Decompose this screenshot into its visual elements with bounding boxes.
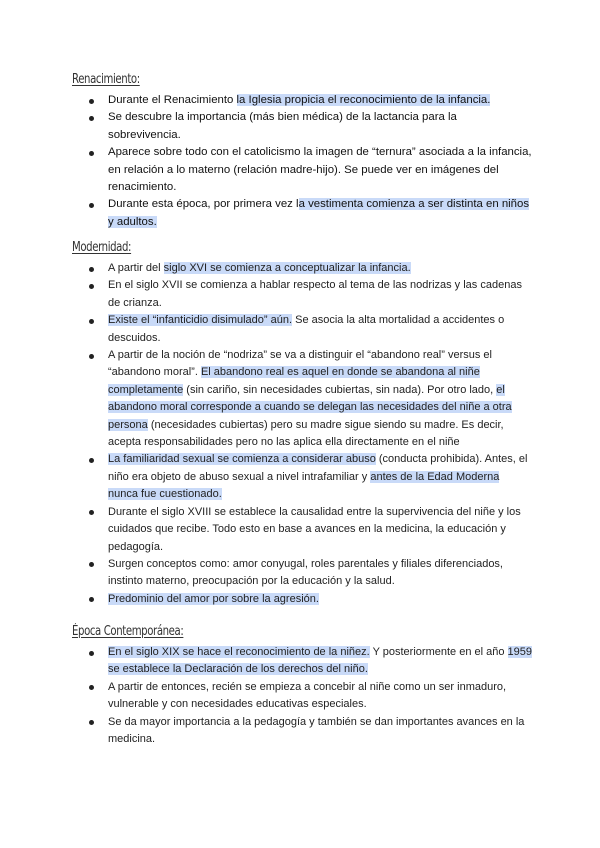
highlighted-text: El abandono real es aquel en donde se abandona al niñe completamente <box>108 366 480 396</box>
item-text: (conducta prohibida). Antes, el niño era objeto de abuso sexual a nivel intrafamiliar y <box>108 453 528 483</box>
bullet-icon <box>89 597 94 602</box>
list-item <box>72 109 532 144</box>
list-item <box>72 679 532 714</box>
highlighted-text: 1959 se establece la Declaración de los derechos del niño. <box>108 646 532 676</box>
bullet-icon <box>89 99 94 104</box>
list-item <box>72 347 532 451</box>
bullet-icon <box>89 685 94 690</box>
list-item <box>72 591 532 608</box>
item-text: Y posteriormente en el año <box>369 646 508 658</box>
bullet-icon <box>89 284 94 289</box>
item-text: Surgen conceptos como: amor conyugal, roles parentales y filiales diferenciados, instinto materno, preocupación por la educación y la salud. <box>108 557 503 588</box>
highlighted-text: siglo XVI se comienza a conceptualizar la infancia. <box>163 262 411 274</box>
item-text: En el siglo XVII se comienza a hablar respecto al tema de las nodrizas y las cadenas de crianza. <box>108 279 522 309</box>
bullet-list-modernidad <box>72 260 532 608</box>
item-text: Se descubre la importancia (más bien médica) de la lactancia para la sobrevivencia. <box>108 111 457 141</box>
bullet-icon <box>89 354 94 359</box>
item-text: Aparece sobre todo con el catolicismo la imagen de “ternura” asociada a la infancia, en relación a lo materno (relación madre-hijo). Se puede ver en imágenes del renacimiento. <box>108 146 532 194</box>
list-item <box>72 144 532 196</box>
section-title-epoca-contemporanea: Época Contemporánea: <box>72 624 184 639</box>
bullet-icon <box>89 319 94 324</box>
highlighted-text: la Iglesia propicia el reconocimiento de la infancia. <box>236 94 491 106</box>
highlighted-text: el abandono moral corresponde a cuando se delegan las necesidades del niñe a otra persona <box>108 383 512 431</box>
bullet-icon <box>89 203 94 208</box>
bullet-icon <box>89 116 94 121</box>
highlighted-text: Existe el “infanticidio disimulado” aún. <box>108 314 293 327</box>
section-title-renacimiento: Renacimiento: <box>72 72 140 87</box>
bullet-icon <box>89 562 94 567</box>
item-text: Durante esta época, por primera vez l <box>108 198 299 211</box>
highlighted-text: En el siglo XIX se hace el reconocimiento de la niñez. <box>108 646 370 658</box>
list-item <box>72 312 532 347</box>
highlighted-text: La familiaridad sexual se comienza a considerar abuso <box>108 453 376 466</box>
item-text: (sin cariño, sin necesidades cubiertas, sin nada). Por otro lado, <box>183 383 497 396</box>
list-item <box>72 277 532 312</box>
section-title-modernidad: Modernidad: <box>72 240 132 255</box>
bullet-icon <box>89 651 94 656</box>
item-text: A partir de la noción de “nodriza” se va a distinguir el “abandono real” versus el “abandono moral”. <box>108 349 492 379</box>
list-item <box>72 196 532 231</box>
bullet-icon <box>89 458 94 463</box>
list-item <box>72 556 532 591</box>
item-text: A partir de entonces, recién se empieza a concebir al niñe como un ser inmaduro, vulnerable y con necesidades educativas especiales. <box>108 680 507 711</box>
list-item <box>72 504 532 556</box>
item-text: Durante el Renacimiento <box>108 94 237 106</box>
list-item <box>72 644 532 679</box>
list-item <box>72 714 532 749</box>
list-item <box>72 260 532 277</box>
item-text: A partir del <box>108 262 164 274</box>
highlighted-text: a vestimenta comienza a ser distinta en niños y adultos. <box>108 198 530 228</box>
bullet-icon <box>89 151 94 156</box>
item-text: (necesidades cubiertas) pero su madre sigue siendo su madre. Es decir, acepta responsabilidades pero no las aplica ella directamente en el niñe <box>108 418 504 449</box>
list-item <box>72 451 532 503</box>
item-text: Se da mayor importancia a la pedagogía y también se dan importantes avances en la medicina. <box>108 715 525 746</box>
item-text: Se asocia la alta mortalidad a accidentes o descuidos. <box>108 314 505 344</box>
highlighted-text: antes de la Edad Moderna nunca fue cuestionado. <box>108 470 500 501</box>
bullet-icon <box>89 510 94 515</box>
bullet-list-epoca-contemporanea <box>72 644 532 748</box>
list-item <box>72 92 532 109</box>
bullet-icon <box>89 267 94 272</box>
bullet-icon <box>89 720 94 725</box>
highlighted-text: Predominio del amor por sobre la agresión. <box>108 592 319 605</box>
bullet-list-renacimiento <box>72 92 532 231</box>
item-text: Durante el siglo XVIII se establece la causalidad entre la supervivencia del niñe y los cuidados que recibe. Todo esto en base a avances en la medicina, la educación y pedagogía. <box>108 505 521 553</box>
